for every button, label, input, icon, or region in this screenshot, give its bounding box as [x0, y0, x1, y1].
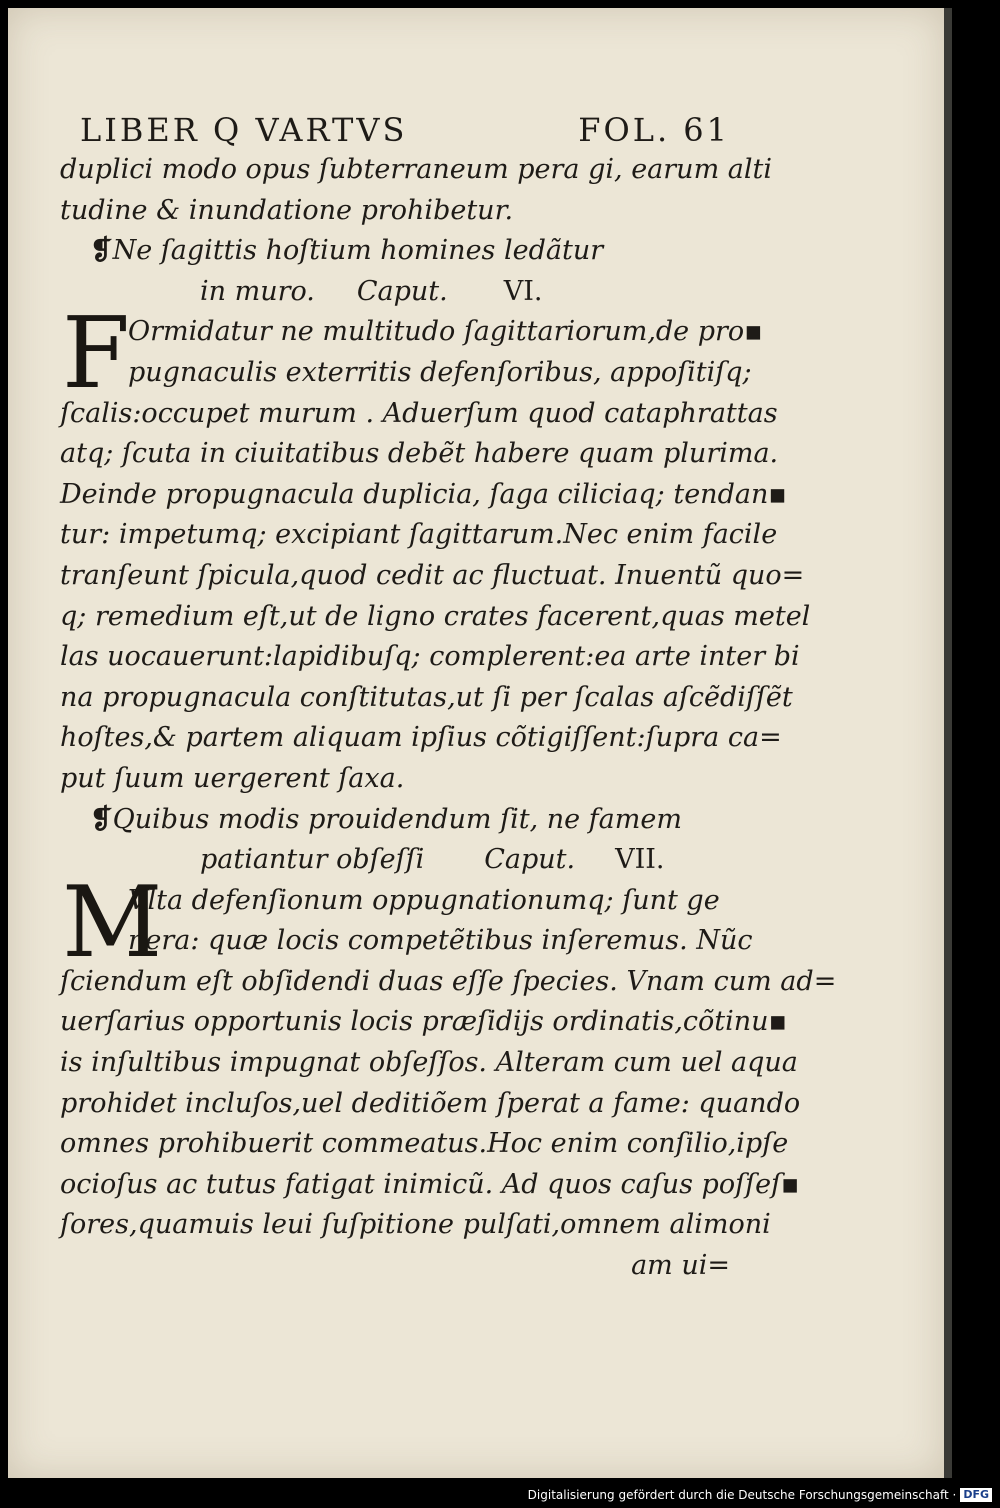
digitization-credit	[528, 1488, 992, 1502]
drop-capital: F	[62, 297, 130, 412]
text-line: omnes prohibuerit commeatus.Hoc enim conſilio,ipſe	[60, 1128, 789, 1160]
text-line: ſciendum eſt obſidendi duas eſſe ſpecies. Vnam cum ad=	[60, 965, 837, 997]
text-line: Ormidatur ne multitudo ſagittariorum,de pro▪	[128, 316, 763, 348]
text-line: pugnaculis exterritis defenſoribus, appoſitiſq;	[128, 356, 752, 388]
text-line: ocioſus ac tutus fatigat inimicũ. Ad quos caſus poſſeſ▪	[60, 1168, 800, 1200]
running-header	[60, 110, 730, 150]
pilcrow-icon: ❡	[90, 803, 113, 835]
caput-label: Caput.	[356, 275, 448, 307]
chapter-title-cont: patiantur obſeſſi	[200, 844, 425, 876]
text-line: ſcalis:occupet murum . Aduerſum quod cataphrattas	[60, 397, 778, 429]
chapter-title: Quibus modis prouidendum ſit, ne famem	[112, 803, 682, 835]
chapter-heading	[60, 800, 730, 841]
text-line: tranſeunt ſpicula,quod cedit ac fluctuat. Inuentũ quo=	[60, 559, 805, 591]
text-line: ſores,quamuis leui ſuſpitione pulſati,omnem alimoni	[60, 1209, 771, 1241]
dfg-logo-icon: DFG	[960, 1488, 992, 1502]
text-line: prohidet incluſos,uel deditiõem ſperat a fame: quando	[60, 1087, 801, 1119]
text-line: tur: impetumq; excipiant ſagittarum.Nec enim facile	[60, 519, 778, 551]
text-line: put ſuum uergerent ſaxa.	[60, 762, 405, 794]
folio-number: FOL. 61	[578, 111, 730, 149]
text-line: uerſarius opportunis locis præſidijs ordinatis,cõtinu▪	[60, 1006, 787, 1038]
chapter-title-cont: in muro.	[200, 275, 315, 307]
text-line: q; remedium eſt,ut de ligno crates facerent,quas metel	[60, 600, 811, 632]
text-line: las uocauerunt:lapidibuſq; complerent:ea arte inter bi	[60, 641, 800, 673]
text-line: is inſultibus impugnat obſeſſos. Alteram cum uel aqua	[60, 1047, 798, 1079]
chapter-heading-line2	[60, 272, 730, 313]
drop-capital: M	[62, 865, 163, 980]
text-line: nera: quæ locis competẽtibus inſeremus. Nũc	[128, 925, 753, 957]
text-line: hoſtes,& partem aliquam ipſius cõtigiſſent:ſupra ca=	[60, 722, 782, 754]
text-line: atq; ſcuta in ciuitatibus debẽt habere quam plurima.	[60, 438, 779, 470]
caput-label: Caput.	[484, 844, 576, 876]
chapter-paragraph	[60, 865, 837, 1246]
chapter-number: VI.	[503, 275, 543, 307]
pilcrow-icon: ❡	[90, 235, 113, 267]
chapter-paragraph	[60, 297, 811, 799]
chapter-heading	[60, 231, 730, 272]
text-line: Vlta defenſionum oppugnationumq; ſunt ge	[128, 884, 720, 916]
chapter-number: VII.	[615, 844, 665, 876]
text-line: duplici modo opus ſubterraneum pera gi, earum alti	[60, 154, 772, 185]
credit-text: Digitalisierung gefördert durch die Deutsche Forschungsgemeinschaft ·	[527, 1488, 957, 1502]
header-title: LIBER Q VARTVS	[80, 111, 408, 149]
chapter-title: Ne ſagittis hoſtium homines ledãtur	[112, 235, 604, 267]
text-line: tudine & inundatione prohibetur.	[60, 194, 514, 226]
text-line: na propugnacula conſtitutas,ut ſi per ſcalas aſcẽdiſſẽt	[60, 681, 793, 713]
text-line: Deinde propugnacula duplicia, ſaga ciliciaq; tendan▪	[60, 478, 787, 510]
page-text	[60, 110, 837, 1287]
catchword: am ui=	[631, 1250, 730, 1282]
page-edge	[944, 8, 952, 1478]
